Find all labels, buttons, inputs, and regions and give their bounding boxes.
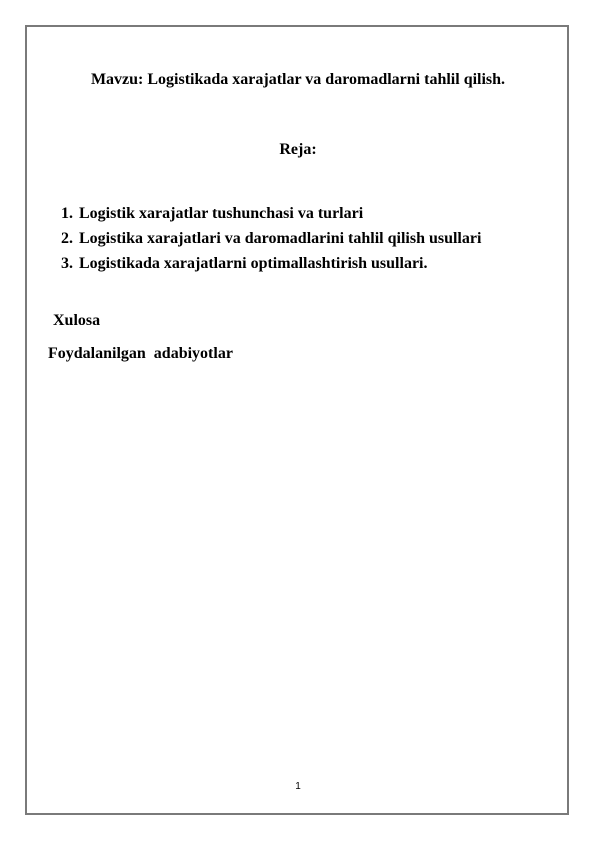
plan-item-text: Logistikada xarajatlarni optimallashtirish usullari.	[79, 255, 428, 272]
document-title: Mavzu: Logistikada xarajatlar va daromadlarni tahlil qilish.	[90, 71, 506, 88]
plan-item	[61, 229, 481, 254]
page-number: 1	[295, 781, 301, 792]
plan-item	[61, 254, 481, 279]
plan-item-text: Logistik xarajatlar tushunchasi va turlari	[79, 205, 364, 222]
plan-list	[61, 204, 481, 279]
plan-item-number: 2.	[61, 230, 73, 247]
plan-item-number: 3.	[61, 255, 73, 272]
plan-item	[61, 204, 481, 229]
plan-item-text: Logistika xarajatlari va daromadlarini tahlil qilish usullari	[79, 230, 482, 247]
plan-item-number: 1.	[61, 205, 73, 222]
conclusion-heading: Xulosa	[53, 312, 101, 329]
plan-heading: Reja:	[279, 141, 317, 158]
references-heading: Foydalanilgan adabiyotlar	[48, 345, 233, 362]
